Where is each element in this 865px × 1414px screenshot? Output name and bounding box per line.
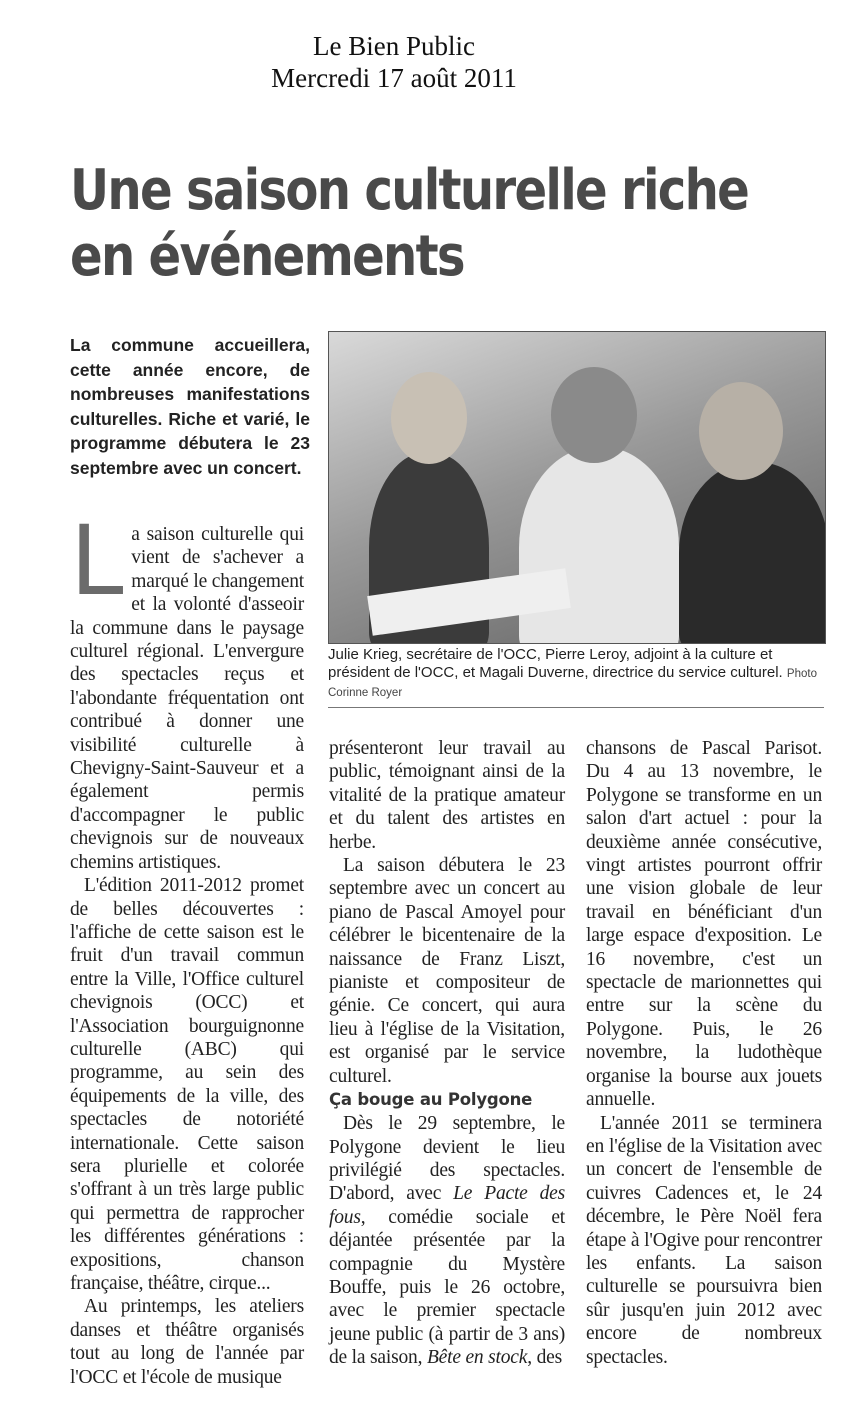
show-title-pacte: Le Pacte des fous xyxy=(329,1183,565,1228)
paragraph-2: L'édition 2011-2012 promet de belles découvertes : l'affiche de cette saison est le fruit d'un travail commun entre la Ville, l'Office culturel chevignois (OCC) et l'Association bourguignonne culturelle (ABC) qui programme, au sein des équipements de la ville, des spectacles de notoriété internationale. Cette saison sera plurielle et colorée s'offrant à un très large public qui permettra de rapprocher les différentes générations : expositions, chanson française, théâtre, cirque... xyxy=(70,875,304,1294)
photo-credit: Photo Corinne Royer xyxy=(328,667,817,699)
newspaper-name: Le Bien Public xyxy=(313,31,475,61)
show-title-bete: Bête en stock xyxy=(426,1347,528,1369)
publication-date: Mercredi 17 août 2011 xyxy=(271,63,517,93)
caption-divider xyxy=(328,707,824,708)
article-headline xyxy=(70,158,749,290)
paragraph-4: La saison débutera le 23 septembre avec un concert au piano de Pascal Amoyel pour célébrer le bicentenaire de la naissance de Franz Liszt, pianiste et compositeur de génie. Ce concert, qui aura lieu à l'église de la Visitation, est organisé par le service culturel. xyxy=(329,855,565,1087)
paragraph-5-end: chansons de Pascal Parisot. Du 4 au 13 novembre, le Polygone se transforme en un salon d'art actuel : pour la deuxième année consécutive, vingt artistes pourront offrir une vision globale de leur travail en bénéficiant d'un large espace d'exposition. Le 16 novembre, c'est un spectacle de marionnettes qui entre sur la scène du Polygone. Puis, le 26 novembre, la ludothèque organise la bourse aux jouets annuelle. xyxy=(586,738,822,1111)
headline-line-1: Une saison culturelle riche xyxy=(70,158,749,223)
article-column-1 xyxy=(70,505,304,1389)
caption-text: Julie Krieg, secrétaire de l'OCC, Pierre Leroy, adjoint à la culture et président de l'OCC, et Magali Duverne, directrice du service culturel. xyxy=(328,646,783,681)
paragraph-1: La saison culturelle qui vient de s'achever a marqué le changement et la volonté d'asseoir la commune dans le paysage culturel régional. L'envergure des spectacles reçus et l'abondante fréquentation ont contribué à donner une visibilité culturelle à Chevigny-Saint-Sauveur et a également permis d'accompagner le public chevignois sur de nouveaux chemins artistiques. xyxy=(70,505,304,873)
paragraph-6: L'année 2011 se terminera en l'église de la Visitation avec un concert de l'ensemble de cuivres Cadences et, le 24 décembre, le Père Noël fera étape à l'Ogive pour rencontrer les enfants. La saison culturelle se poursuivra bien sûr jusqu'en juin 2012 avec encore de nombreux spectacles. xyxy=(586,1112,822,1368)
photo-head-left xyxy=(391,372,467,464)
article-column-3 xyxy=(586,737,822,1369)
masthead xyxy=(0,30,788,94)
paragraph-3-end: présenteront leur travail au public, témoignant ainsi de la vitalité de la pratique amateur et du talent des artistes en herbe. xyxy=(329,738,565,853)
photo-person-center xyxy=(519,447,679,644)
photo-person-right xyxy=(679,462,826,644)
paragraph-5-start: Dès le 29 septembre, le Polygone devient le lieu privilégié des spectacles. D'abord, avec Le Pacte des fous, comédie sociale et déjantée présentée par la compagnie du Mystère Bouffe, puis le 26 octobre, avec le premier spectacle jeune public (à partir de 3 ans) de la saison, Bête en stock, des xyxy=(329,1113,565,1369)
photo-head-center xyxy=(551,367,637,463)
headline-line-2: en événements xyxy=(70,224,464,289)
article-lead: La commune accueillera, cette année encore, de nombreuses manifestations culturelles. Riche et varié, le programme débutera le 23 septembre avec un concert. xyxy=(70,335,310,478)
photo-head-right xyxy=(699,382,783,480)
photo-caption xyxy=(328,646,828,703)
drop-cap: L xyxy=(70,505,124,617)
paragraph-3-start: Au printemps, les ateliers danses et théâtre organisés tout au long de l'année par l'OCC et l'école de musique xyxy=(70,1296,304,1388)
article-photo xyxy=(328,331,826,644)
section-subhead: Ça bouge au Polygone xyxy=(329,1090,533,1110)
article-column-2 xyxy=(329,737,565,1370)
